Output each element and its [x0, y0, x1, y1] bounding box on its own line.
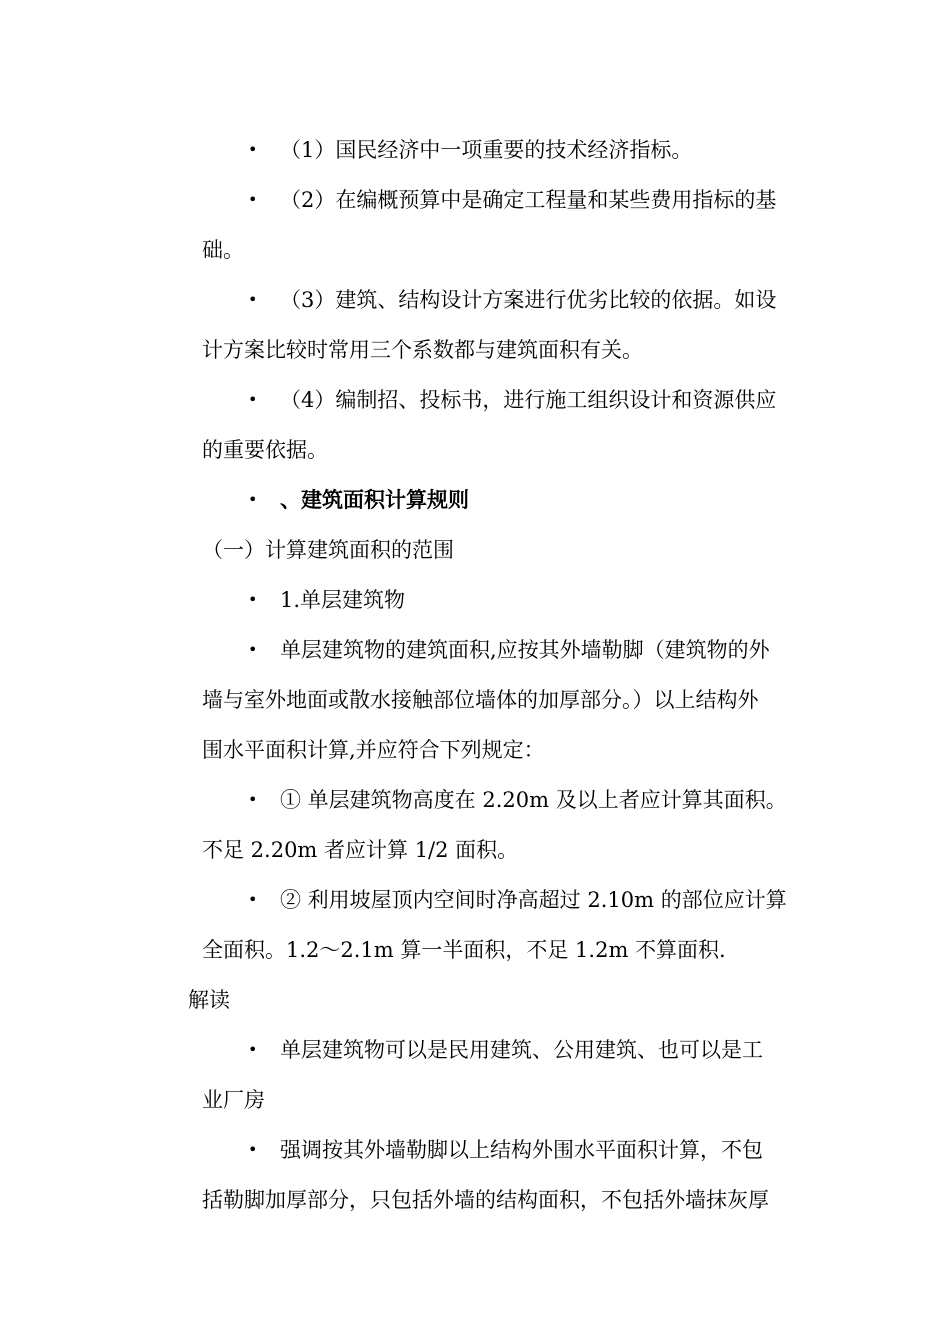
bullet-icon: • [248, 140, 258, 159]
paragraph-line: 围水平面积计算,并应符合下列规定： [202, 738, 545, 762]
bullet-icon: • [248, 390, 258, 409]
paragraph-line: 的重要依据。 [202, 438, 328, 462]
bullet-icon: • [248, 790, 258, 809]
bullet-icon: • [248, 1040, 258, 1059]
paragraph-line: （3）建筑、结构设计方案进行优劣比较的依据。如设 [280, 288, 777, 312]
bullet-icon: • [248, 290, 258, 309]
paragraph-line: ① 单层建筑物高度在 2.20m 及以上者应计算其面积。 [280, 788, 787, 812]
bullet-icon: • [248, 490, 258, 509]
paragraph-line: 墙与室外地面或散水接触部位墙体的加厚部分。）以上结构外 [202, 688, 759, 712]
bullet-icon: • [248, 1140, 258, 1159]
bullet-icon: • [248, 640, 258, 659]
paragraph-line: 单层建筑物可以是民用建筑、公用建筑、也可以是工 [280, 1038, 763, 1062]
paragraph-line: ② 利用坡屋顶内空间时净高超过 2.10m 的部位应计算 [280, 888, 787, 912]
bullet-icon: • [248, 590, 258, 609]
paragraph-line: 不足 2.20m 者应计算 1/2 面积。 [202, 838, 519, 862]
section-heading: 、建筑面积计算规则 [280, 487, 469, 512]
paragraph-line: 业厂房 [202, 1088, 265, 1112]
paragraph-line: （2）在编概预算中是确定工程量和某些费用指标的基 [280, 188, 777, 212]
paragraph-line: （1）国民经济中一项重要的技术经济指标。 [280, 138, 693, 162]
paragraph-line: 计方案比较时常用三个系数都与建筑面积有关。 [202, 338, 643, 362]
bullet-icon: • [248, 890, 258, 909]
paragraph-line: 全面积。1.2～2.1m 算一半面积，不足 1.2m 不算面积. [202, 938, 726, 962]
paragraph-line: 强调按其外墙勒脚以上结构外围水平面积计算，不包 [280, 1138, 763, 1162]
paragraph-line: 单层建筑物的建筑面积,应按其外墙勒脚（建筑物的外 [280, 638, 770, 662]
interpretation-heading: 解读 [188, 988, 230, 1012]
paragraph-line: 础。 [202, 238, 244, 262]
paragraph-line: 1.单层建筑物 [280, 588, 406, 612]
paragraph-line: 括勒脚加厚部分，只包括外墙的结构面积，不包括外墙抹灰厚 [202, 1188, 769, 1212]
paragraph-line: （4）编制招、投标书，进行施工组织设计和资源供应 [280, 388, 777, 412]
subsection-heading: （一）计算建筑面积的范围 [202, 538, 454, 562]
bullet-icon: • [248, 190, 258, 209]
